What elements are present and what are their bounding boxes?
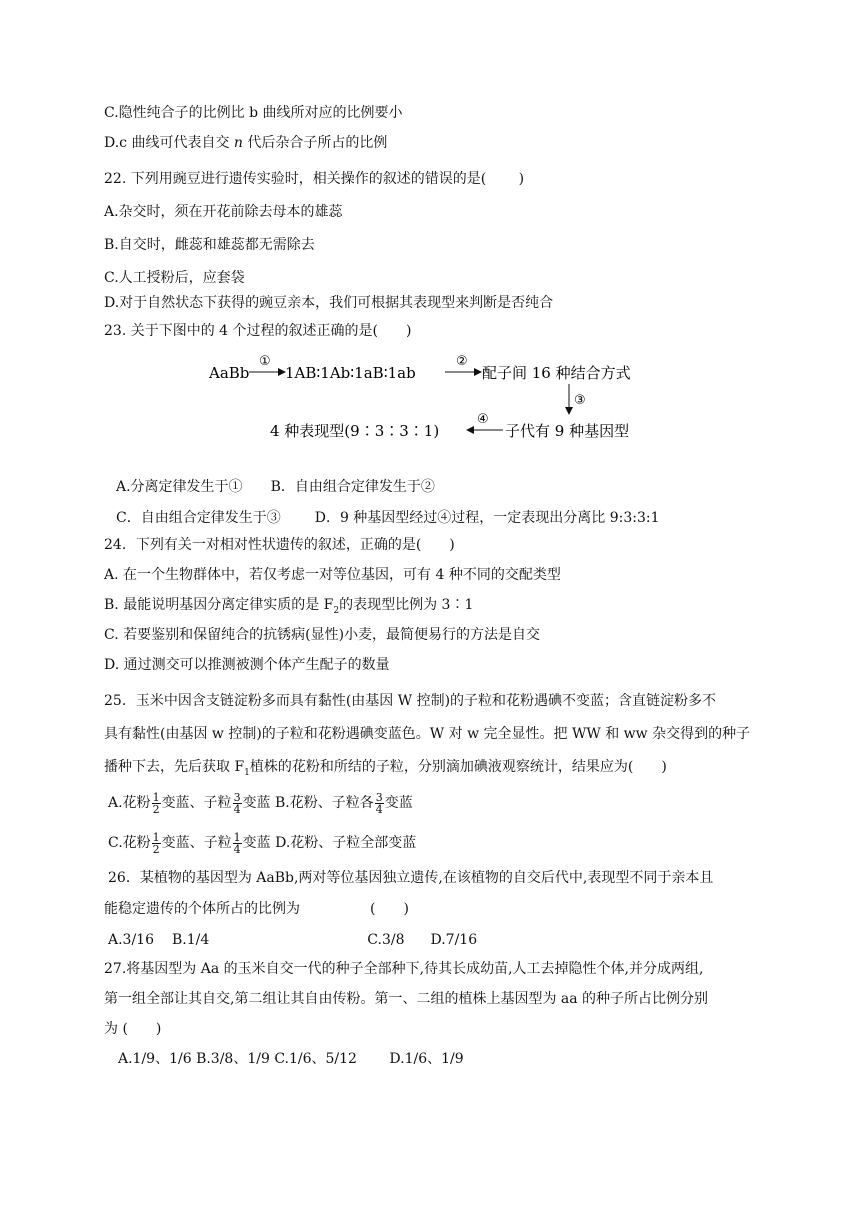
- q26-option-b: B.1/4: [172, 932, 210, 948]
- q27-stem-line-1: 27.将基因型为 Aa 的玉米自交一代的种子全部种下,待其长成幼苗,人工去掉隐性个体,并分成两组,: [104, 961, 704, 977]
- q23-option-c: C．自由组合定律发生于③: [116, 510, 281, 526]
- q26-stem-line-2: 能稳定遗传的个体所占的比例为 ( ): [104, 901, 409, 917]
- q22-option-b: B.自交时，雌蕊和雄蕊都无需除去: [104, 237, 315, 253]
- q27-stem-line-2: 第一组全部让其自交,第二组让其自由传粉。第一、二组的植株上基因型为 aa 的种子所占比例分别: [104, 991, 709, 1007]
- q25-a-d2: 4: [233, 802, 241, 816]
- q25-a-n1: 1: [152, 790, 160, 804]
- q25-c-frac-1: [152, 832, 161, 855]
- q23-option-d: D．9 种基因型经过④过程，一定表现出分离比 9:3:3:1: [314, 510, 660, 526]
- q21-option-d-pre: D.c 曲线可代表自交: [104, 135, 234, 151]
- q26-options: [108, 930, 477, 950]
- q27-stem-line-3: 为 ( ): [104, 1021, 162, 1037]
- diagram-phenotypes: 4 种表现型(9∶3∶3∶1): [270, 422, 440, 440]
- q25-a-d1: 2: [152, 802, 160, 816]
- q24-stem: 24．下列有关一对相对性状遗传的叙述，正确的是( ): [104, 537, 455, 553]
- diagram-gametes: 1AB∶1Ab∶1aB∶1ab: [285, 364, 416, 382]
- q24-option-d: D. 通过测交可以推测被测个体产生配子的数量: [104, 657, 390, 673]
- step-1-label: ①: [259, 354, 271, 369]
- q23-stem: 23. 关于下图中的 4 个过程的叙述正确的是( ): [104, 323, 412, 339]
- q25-options-row-1: [108, 790, 413, 816]
- q25-c-n1: 1: [152, 830, 160, 844]
- q26-option-c: C.3/8: [367, 932, 405, 948]
- q25-stem-line-1: 25．玉米中因含支链淀粉多而具有黏性(由基因 W 控制)的子粒和花粉遇碘不变蓝；含直链淀粉多不: [104, 693, 717, 709]
- q26-stem-line-1: 26．某植物的基因型为 AaBb,两对等位基因独立遗传,在该植物的自交后代中,表现型不同于亲本且: [108, 870, 714, 886]
- q25-a-n3: 3: [375, 790, 383, 804]
- q21-option-d: [104, 133, 387, 153]
- diagram-combos: 配子间 16 种结合方式: [482, 364, 631, 382]
- q22-stem: 22. 下列用豌豆进行遗传实验时，相关操作的叙述的错误的是( ): [104, 171, 525, 187]
- q25-a-d3: 4: [375, 802, 383, 816]
- q21-option-d-n: n: [233, 135, 243, 151]
- diagram-genotypes: 子代有 9 种基因型: [505, 422, 630, 440]
- step-4-label: ④: [477, 412, 489, 427]
- q22-option-a: A.杂交时，须在开花前除去母本的雄蕊: [104, 204, 343, 220]
- q22-option-c: C.人工授粉后，应套袋: [104, 270, 245, 286]
- q27-options: A.1/9、1/6 B.3/8、1/9 C.1/6、5/12 D.1/6、1/9: [118, 1051, 464, 1067]
- q25-c-t2: 变蓝、子粒: [161, 835, 232, 851]
- q25-options-row-2: [108, 830, 416, 856]
- q25-c-n2: 1: [233, 830, 241, 844]
- q25-a-t2: 变蓝、子粒: [161, 795, 232, 811]
- q23-process-diagram: [205, 348, 665, 448]
- q21-option-d-post: 代后杂合子所占的比例: [242, 135, 388, 151]
- q25-c-t3: 变蓝 D.花粉、子粒全部变蓝: [242, 835, 417, 851]
- step-2-label: ②: [456, 354, 468, 369]
- q25-a-t4: 变蓝: [384, 795, 413, 811]
- q25-stem-line-2: 具有黏性(由基因 w 控制)的子粒和花粉遇碘变蓝色。W 对 w 完全显性。把 WW 和 ww 杂交得到的种子: [104, 726, 751, 742]
- diagram-start: AaBb: [209, 364, 250, 382]
- q25-a-t3: 变蓝 B.花粉、子粒各: [242, 795, 374, 811]
- q23-option-b: B．自由组合定律发生于②: [270, 479, 435, 495]
- q21-option-c: C.隐性纯合子的比例比 b 曲线所对应的比例要小: [104, 105, 403, 121]
- q24-option-b-pre: B. 最能说明基因分离定律实质的是 F: [104, 597, 334, 613]
- q25-stem-line-3: [104, 757, 667, 783]
- q26-option-d: D.7/16: [430, 932, 478, 948]
- q24-option-a: A. 在一个生物群体中，若仅考虑一对等位基因，可有 4 种不同的交配类型: [104, 567, 561, 583]
- q23-options-row-2: [116, 508, 660, 528]
- q25-line3-post: 植株的花粉和所结的子粒，分别滴加碘液观察统计，结果应为( ): [249, 759, 667, 775]
- q25-a-frac-2: [233, 792, 242, 815]
- q24-option-b: [104, 595, 473, 621]
- q25-a-frac-3: [375, 792, 384, 815]
- q22-option-d: D.对于自然状态下获得的豌豆亲本，我们可根据其表现型来判断是否纯合: [104, 295, 554, 311]
- q25-a-frac-1: [152, 792, 161, 815]
- q23-option-a: A.分离定律发生于①: [116, 479, 243, 495]
- step-3-label: ③: [574, 393, 586, 408]
- q25-c-t1: C.花粉: [108, 835, 151, 851]
- q25-c-d1: 2: [152, 842, 160, 856]
- q25-a-t1: A.花粉: [108, 795, 151, 811]
- q24-option-c: C. 若要鉴别和保留纯合的抗锈病(显性)小麦，最简便易行的方法是自交: [104, 627, 541, 643]
- q23-options-row-1: [116, 477, 435, 497]
- q25-a-n2: 3: [233, 790, 241, 804]
- q25-line3-sub: 1: [244, 767, 250, 778]
- q25-c-frac-2: [233, 832, 242, 855]
- q26-option-a: A.3/16: [108, 932, 154, 948]
- q24-option-b-post: 的表现型比例为 3∶1: [339, 597, 474, 613]
- q25-line3-pre: 播种下去，先后获取 F: [104, 759, 245, 775]
- q24-option-b-sub: 2: [333, 605, 340, 616]
- q25-c-d2: 4: [233, 842, 241, 856]
